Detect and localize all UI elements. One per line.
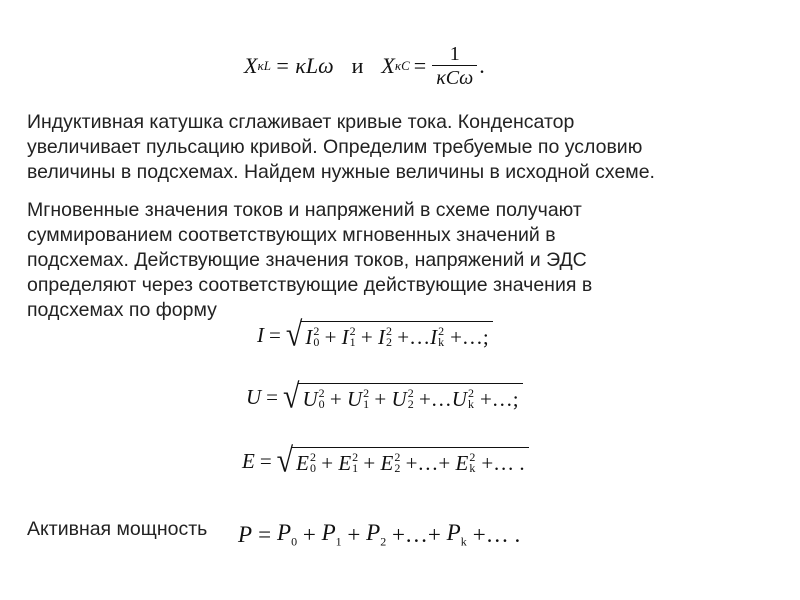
- formula-voltage-radical: √ U 2 0 + U 2 1 + U 2 2 +… U 2 k +…;: [283, 380, 523, 414]
- paragraph-instantaneous-last-line: подсхемах по форму: [27, 299, 217, 321]
- formula-voltage-tail: +…;: [479, 386, 519, 411]
- xl-subscript: κL: [257, 58, 271, 73]
- formula-current-radical: √ I 2 0 + I 2 1 + I 2 2 +… I 2 k +…;: [286, 318, 493, 352]
- xc-end: .: [479, 53, 485, 78]
- xl-symbol: X: [244, 53, 258, 78]
- xc-denominator: κCω: [432, 65, 477, 90]
- formula-current-lhs: I: [257, 322, 264, 347]
- conjunction: и: [351, 53, 364, 78]
- xc-numerator: 1: [449, 42, 460, 65]
- formula-voltage: [246, 377, 523, 416]
- xc-symbol: X: [381, 53, 395, 78]
- paragraph-instantaneous: [27, 198, 727, 323]
- xc-fraction: [432, 43, 477, 90]
- active-power-label: Активная мощность: [27, 518, 208, 540]
- formula-emf-tail: +… .: [481, 450, 525, 475]
- reactance-formula: [244, 38, 485, 94]
- formula-emf-lhs: E: [242, 448, 255, 473]
- formula-current-tail: +…;: [450, 324, 489, 349]
- paragraph-instantaneous-text: Мгновенные значения токов и напряжений в схеме получают суммированием соответствующих мгновенных значений в подсхемах. Действующие значения токов, напряжений и ЭДС определяют через соответствующие действующие значения в: [27, 199, 593, 296]
- formula-voltage-lhs: U: [246, 384, 262, 409]
- formula-voltage-eq: =: [266, 384, 279, 409]
- xc-equals: =: [413, 53, 427, 78]
- formula-power-tail: +… .: [472, 521, 521, 547]
- xl-expression: = κLω: [274, 53, 334, 78]
- formula-emf-radical: √ E 2 0 + E 2 1 + E 2 2 +…+ E 2 k +… .: [277, 444, 529, 478]
- formula-emf: [242, 441, 529, 480]
- formula-power-lhs: P: [238, 521, 253, 547]
- formula-power: P = $P_0$ + $P_1$ + $P_2$ +…+ $P_k$ +… .: [238, 520, 521, 549]
- paragraph-smoothing: Индуктивная катушка сглаживает кривые тока. Конденсатор увеличивает пульсацию кривой. Определим требуемые по условию величины в подсхемах. Найдем нужные величины в исходной схеме.: [27, 111, 655, 183]
- formula-emf-eq: =: [259, 448, 272, 473]
- formula-current-eq: =: [269, 322, 281, 347]
- formula-power-eq: =: [258, 521, 272, 547]
- formula-current: [257, 315, 493, 354]
- xc-subscript: κC: [394, 58, 410, 73]
